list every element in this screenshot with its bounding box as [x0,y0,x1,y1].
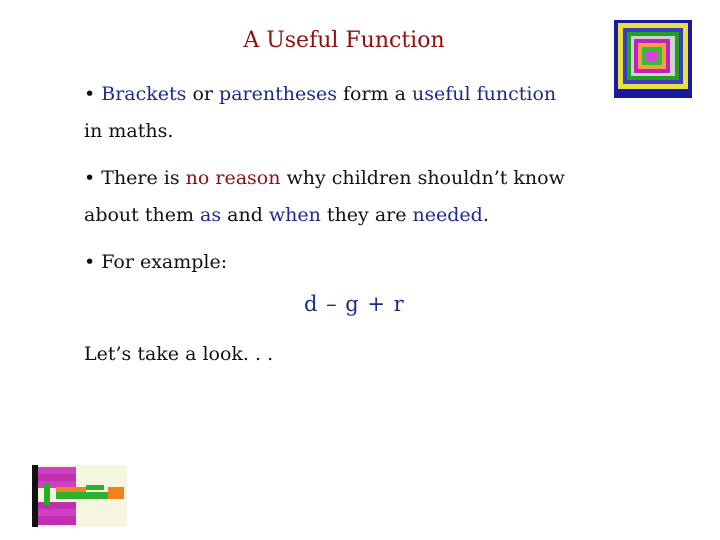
slide-title: A Useful Function [243,28,445,53]
text-useful-function: useful function [412,83,557,105]
text-for-example: For example: [101,251,228,273]
text-why-children: why children shouldn’t know about them [84,167,565,226]
text-no-reason: no reason [185,167,281,189]
bullet-example [84,244,574,281]
bullet-marker: • [84,251,96,273]
bullet-brackets [84,76,574,150]
text-there-is: There is [101,167,186,189]
closing-text: Let’s take a look. . . [84,343,274,365]
text-period: . [482,204,489,226]
bullet-marker: • [84,167,96,189]
text-parentheses: parentheses [219,83,337,105]
math-expression: d – g + r [304,292,405,316]
text-or: or [186,83,220,105]
bullet-no-reason [84,160,574,234]
text-and: and [221,204,269,226]
text-in-maths: in maths. [84,120,174,142]
text-form-a: form a [336,83,412,105]
text-as: as [200,204,222,226]
bullet-marker: • [84,83,96,105]
nested-brackets-logo [614,20,692,98]
text-needed: needed [412,204,483,226]
text-brackets: Brackets [101,83,187,105]
bracket-blocks-logo [32,465,127,527]
text-when: when [268,204,321,226]
text-they-are: they are [320,204,413,226]
